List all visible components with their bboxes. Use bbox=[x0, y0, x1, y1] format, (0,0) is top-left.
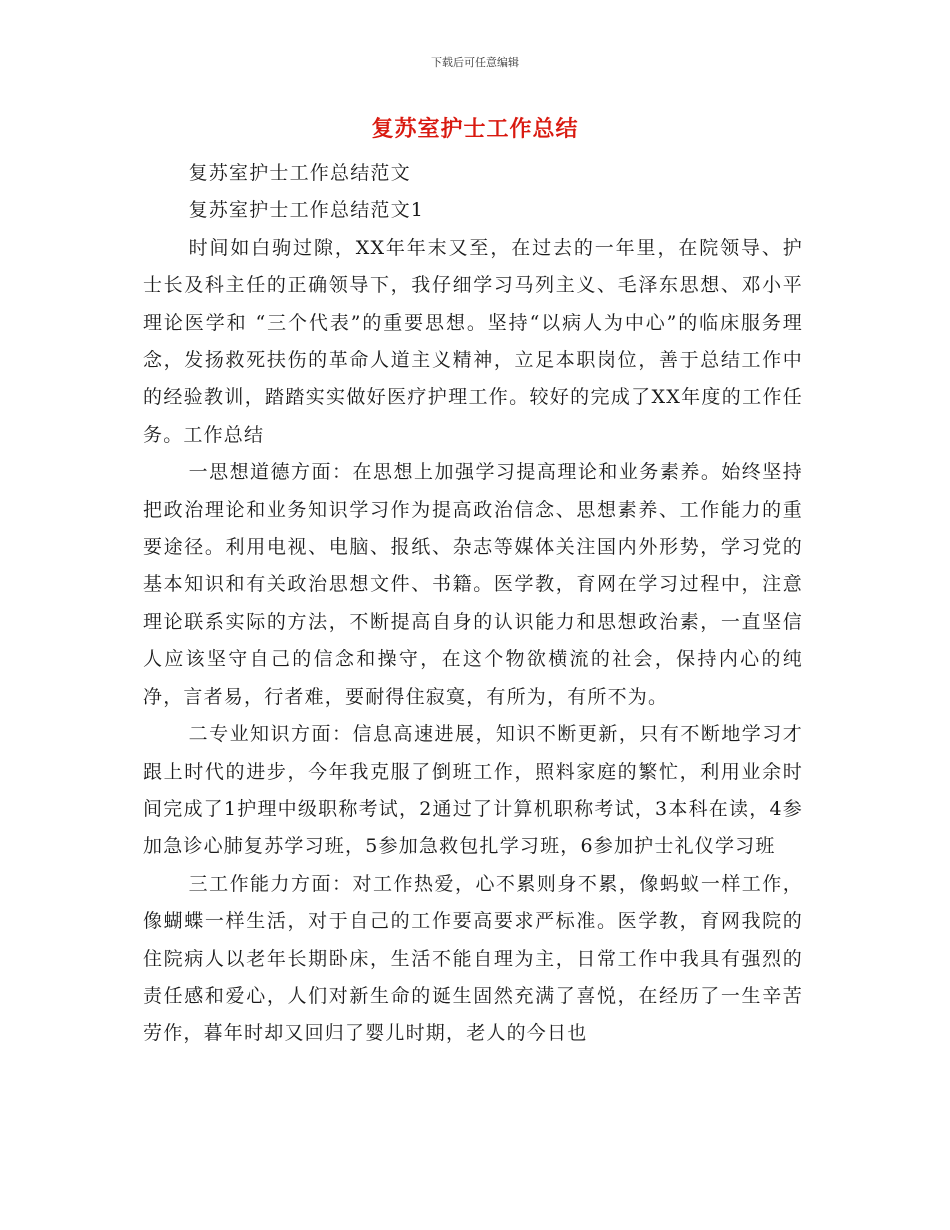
paragraph-work-ability: 三工作能力方面：对工作热爱，心不累则身不累，像蚂蚁一样工作，像蝴蝶一样生活，对于自己的工作要高要求严标准。医学教，育网我院的住院病人以老年长期卧床，生活不能自理为主，日常工作中我具有强烈的责任感和爱心，人们对新生命的诞生固然充满了喜悦，在经历了一生辛苦劳作，暮年时却又回归了婴儿时期，老人的今日也 bbox=[143, 872, 803, 1045]
document-body bbox=[143, 155, 803, 1053]
paragraph-professional-knowledge: 二专业知识方面：信息高速进展，知识不断更新，只有不断地学习才跟上时代的进步，今年我克服了倒班工作，照料家庭的繁忙，利用业余时间完成了1护理中级职称考试，2通过了计算机职称考试，3本科在读，4参加急诊心肺复苏学习班，5参加急救包扎学习班，6参加护士礼仪学习班 bbox=[143, 723, 803, 858]
paragraph-subtitle: 复苏室护士工作总结范文 bbox=[188, 162, 411, 184]
page-header-note: 下载后可任意编辑 bbox=[431, 56, 519, 69]
document-title: 复苏室护士工作总结 bbox=[371, 117, 579, 142]
paragraph-section-title: 复苏室护士工作总结范文1 bbox=[188, 199, 425, 222]
paragraph-intro: 时间如白驹过隙，XX年年末又至，在过去的一年里，在院领导、护士长及科主任的正确领导下，我仔细学习马列主义、毛泽东思想、邓小平理论医学和 “三个代表”的重要思想。坚持“以病人为中心”的临床服务理念，发扬救死扶伤的革命人道主义精神，立足本职岗位，善于总结工作中的经验教训，踏踏实实做好医疗护理工作。较好的完成了XX年度的工作任务。工作总结 bbox=[143, 236, 803, 446]
paragraph-ideology: 一思想道德方面：在思想上加强学习提高理论和业务素养。始终坚持把政治理论和业务知识学习作为提高政治信念、思想素养、工作能力的重要途径。利用电视、电脑、报纸、杂志等媒体关注国内外形势，学习党的基本知识和有关政治思想文件、书籍。医学教，育网在学习过程中，注意理论联系实际的方法，不断提高自身的认识能力和思想政治素，一直坚信人应该坚守自己的信念和操守，在这个物欲横流的社会，保持内心的纯净，言者易，行者难，要耐得住寂寞，有所为，有所不为。 bbox=[143, 461, 803, 708]
